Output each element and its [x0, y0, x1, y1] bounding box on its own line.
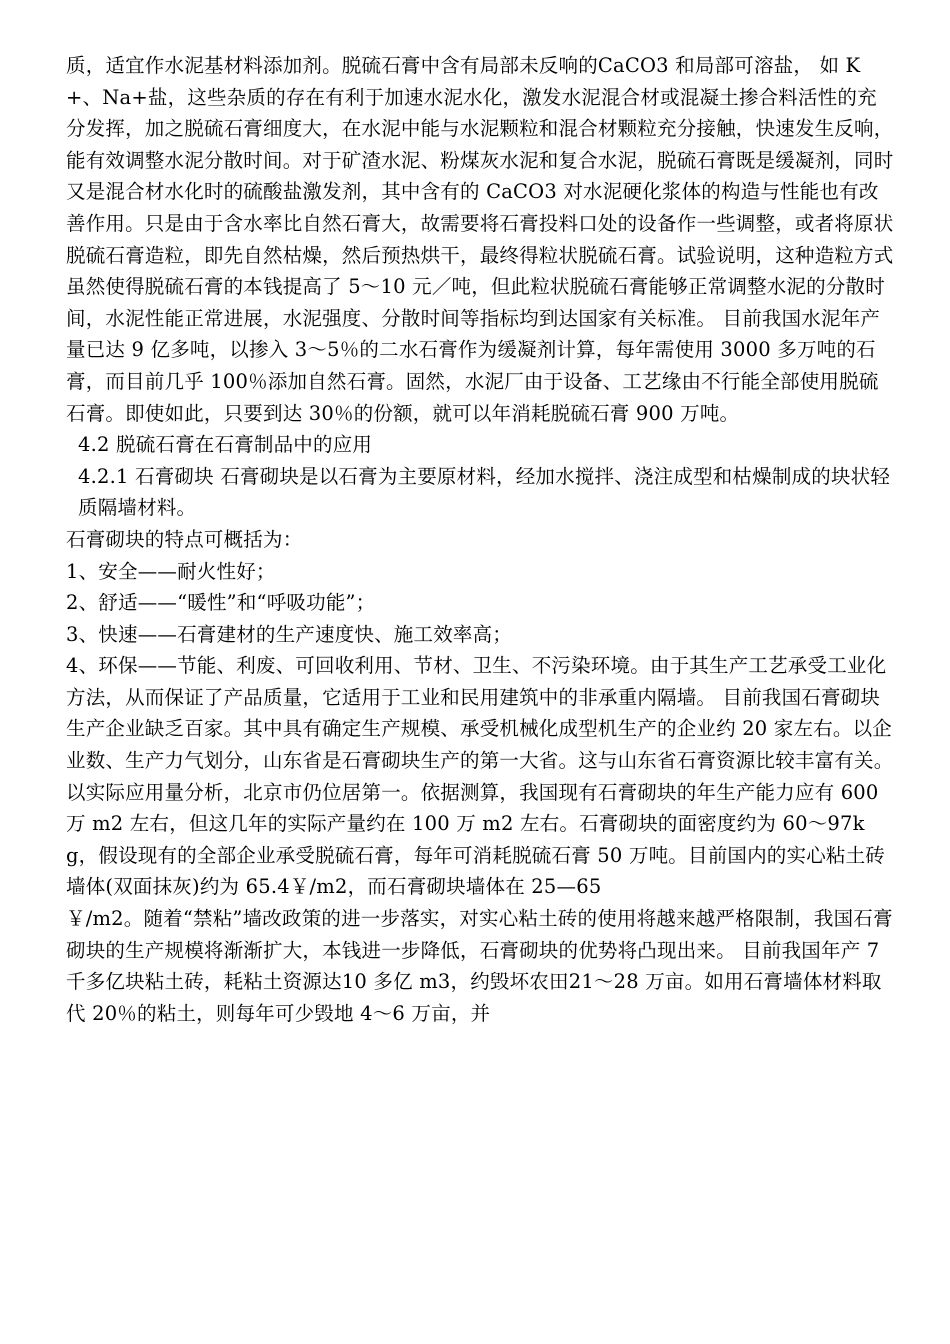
- list-item-safety: 1、安全——耐火性好；: [66, 559, 276, 583]
- section-heading-4-2: 4.2 脱硫石膏在石膏制品中的应用: [78, 433, 373, 457]
- list-item-environment: 4、环保——节能、利废、可回收利用、节材、卫生、不污染环境。由于其生产工艺承受工业化方法，从而保证了产品质量，它适用于工业和民用建筑中的非承重内隔墙。 目前我国石膏砌块生产企业缺乏百家。其中具有确定生产规模、承受机械化成型机生产的企业约 20 家左右。以企业数、生产力气划分，山东省是石膏砌块生产的第一大省。这与山东省石膏资源比较丰富有关。: [66, 654, 894, 773]
- paragraph-features-intro: 石膏砌块的特点可概括为：: [66, 527, 303, 551]
- paragraph-application-analysis: 以实际应用量分析，北京市仍位居第一。依据测算，我国现有石膏砌块的年生产能力应有 600 万 m2 左右，但这几年的实际产量约在 100 万 m2 左右。石膏砌块的面密度约为 60～97kg，假设现有的全部企业承受脱硫石膏，每年可消耗脱硫石膏 50 万吨。目前国内的实心粘土砖墙体(双面抹灰)约为 65.4￥/m2，而石膏砌块墙体在 25—65: [66, 780, 885, 899]
- list-item-speed: 3、快速——石膏建材的生产速度快、施工效率高；: [66, 622, 513, 646]
- paragraph-policy-outlook: ￥/m2。随着“禁粘”墙改政策的进一步落实，对实心粘土砖的使用将越来越严格限制，我国石膏砌块的生产规模将渐渐扩大，本钱进一步降低，石膏砌块的优势将凸现出来。 目前我国年产 7 千多亿块粘土砖，耗粘土资源达10 多亿 m3，约毁坏农田21～28 万亩。如用石膏墙体材料取代 20％的粘土，则每年可少毁地 4～6 万亩，并: [66, 907, 893, 1025]
- document-body: [66, 50, 896, 1029]
- list-item-comfort: 2、舒适——“暖性”和“呼吸功能”；: [66, 591, 376, 615]
- paragraph-cement-additive: 质，适宜作水泥基材料添加剂。脱硫石膏中含有局部未反响的CaCO3 和局部可溶盐， 如 K+、Na+盐，这些杂质的存在有利于加速水泥水化，激发水泥混合材或混凝土掺合料活性的充分发挥，加之脱硫石膏细度大，在水泥中能与水泥颗粒和混合材颗粒充分接触，快速发生反响，能有效调整水泥分散时间。对于矿渣水泥、粉煤灰水泥和复合水泥，脱硫石膏既是缓凝剂，同时又是混合材水化时的硫酸盐激发剂，其中含有的 CaCO3 对水泥硬化浆体的构造与性能也有改善作用。只是由于含水率比自然石膏大，故需要将石膏投料口处的设备作一些调整，或者将原状脱硫石膏造粒，即先自然枯燥，然后预热烘干，最终得粒状脱硫石膏。试验说明，这种造粒方式虽然使得脱硫石膏的本钱提高了 5～10 元／吨，但此粒状脱硫石膏能够正常调整水泥的分散时间，水泥性能正常进展，水泥强度、分散时间等指标均到达国家有关标准。 目前我国水泥年产量已达 9 亿多吨，以掺入 3～5％的二水石膏作为缓凝剂计算，每年需使用 3000 多万吨的石膏，而目前几乎 100％添加自然石膏。固然，水泥厂由于设备、工艺缘由不行能全部使用脱硫石膏。即使如此，只要到达 30％的份额，就可以年消耗脱硫石膏 900 万吨。: [66, 54, 894, 425]
- paragraph-gypsum-block-intro: 4.2.1 石膏砌块 石膏砌块是以石膏为主要原材料，经加水搅拌、浇注成型和枯燥制成的块状轻质隔墙材料。: [78, 464, 891, 520]
